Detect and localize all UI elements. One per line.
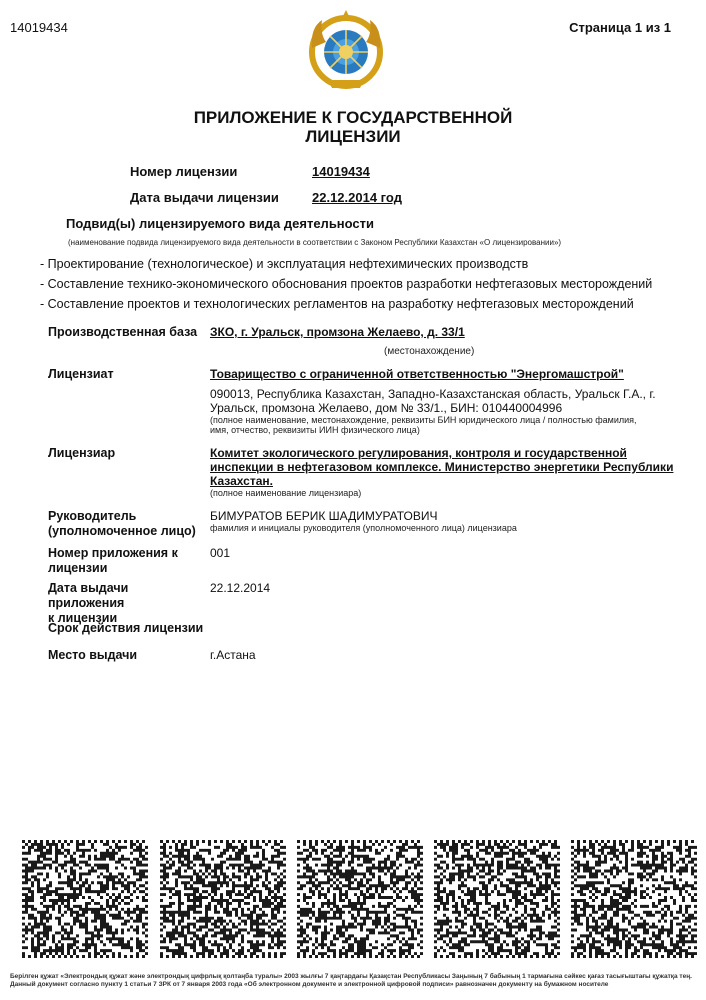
license-date-label: Дата выдачи лицензии [130, 190, 279, 205]
head-label-line-2: (уполномоченное лицо) [48, 524, 196, 538]
place-value: г.Астана [210, 648, 256, 662]
document-title [0, 108, 706, 146]
appendix-number-label-line-1: Номер приложения к [48, 546, 178, 560]
appendix-date-label-line-2: к лицензии [48, 611, 118, 625]
legal-footer [10, 973, 700, 989]
licensee-label: Лицензиат [48, 367, 114, 381]
activity-item: - Составление технико-экономического обоснования проектов разработки нефтегазовых месторождений [40, 277, 653, 291]
qr-code-icon [571, 840, 697, 958]
subtype-note: (наименование подвида лицензируемого вида деятельности в соответствии с Законом Республики Казахстан «О лицензировании») [68, 238, 562, 247]
qr-code-icon [22, 840, 148, 958]
license-number-label: Номер лицензии [130, 164, 238, 179]
document-number: 14019434 [10, 20, 68, 35]
licensor-line-1: Комитет экологического регулирования, контроля и государственной [210, 446, 627, 460]
licensor-line-2: инспекции в нефтегазовом комплексе. Министерство энергетики Республики [210, 460, 674, 474]
title-line-2: ЛИЦЕНЗИИ [305, 127, 401, 146]
qr-code-icon [434, 840, 560, 958]
appendix-number-label [48, 546, 198, 576]
activity-item: - Проектирование (технологическое) и эксплуатация нефтехимических производств [40, 257, 529, 271]
licensee-note-line-2: имя, отчество, реквизиты ИИН физического лица) [210, 425, 420, 435]
production-base-value: ЗКО, г. Уральск, промзона Желаево, д. 33/1 [210, 325, 465, 339]
qr-code-icon [297, 840, 423, 958]
licensee-address-line-2: Уральск, промзона Желаево, дом № 33/1., БИН: 010440004996 [210, 401, 563, 415]
head-label [48, 509, 198, 539]
licensor-note: (полное наименование лицензиара) [210, 488, 362, 498]
activity-item: - Составление проектов и технологических регламентов на разработку нефтегазовых месторождений [40, 297, 634, 311]
title-line-1: ПРИЛОЖЕНИЕ К ГОСУДАРСТВЕННОЙ [193, 108, 513, 127]
license-number-value: 14019434 [312, 164, 370, 179]
appendix-date-value: 22.12.2014 [210, 581, 271, 595]
page-indicator: Страница 1 из 1 [569, 20, 671, 35]
licensee-note-line-1: (полное наименование, местонахождение, реквизиты БИН юридического лица / полностью фамилия, [210, 415, 637, 425]
location-note: (местонахождение) [384, 346, 475, 357]
subtype-heading: Подвид(ы) лицензируемого вида деятельности [66, 216, 375, 231]
footer-line-2: Данный документ согласно пункту 1 статьи 7 ЗРК от 7 января 2003 года «Об электронном документе и электронной цифровой подписи» равнозначен документу на бумажном носителе [10, 981, 609, 988]
appendix-date-label [48, 581, 198, 626]
appendix-date-label-line-1: Дата выдачи приложения [48, 581, 129, 610]
licensor-label: Лицензиар [48, 446, 116, 460]
head-name: БИМУРАТОВ БЕРИК ШАДИМУРАТОВИЧ [210, 509, 438, 523]
licensor-line-3: Казахстан. [210, 474, 273, 488]
place-label: Место выдачи [48, 648, 138, 662]
production-base-label: Производственная база [48, 325, 198, 339]
kazakhstan-emblem-icon [306, 8, 386, 90]
licensee-name: Товарищество с ограниченной ответственностью "Энергомашстрой" [210, 367, 624, 381]
appendix-number-label-line-2: лицензии [48, 561, 108, 575]
head-note: фамилия и инициалы руководителя (уполномоченного лица) лицензиара [210, 523, 517, 533]
validity-label: Срок действия лицензии [48, 621, 204, 635]
license-date-value: 22.12.2014 год [312, 190, 402, 205]
appendix-number-value: 001 [210, 546, 231, 560]
footer-line-1: Берілген құжат «Электрондық құжат және электрондық цифрлық қолтаңба туралы» 2003 жылғы 7 қаңтардағы Қазақстан Республикасы Заңының 7 бабының 1 тармағына сәйкес қағаз тасығыштағы құжатқа тең. [10, 973, 692, 980]
licensee-address-line-1: 090013, Республика Казахстан, Западно-Казахстанская область, Уральск Г.А., г. [210, 387, 656, 401]
qr-code-icon [160, 840, 286, 958]
head-label-line-1: Руководитель [48, 509, 137, 523]
